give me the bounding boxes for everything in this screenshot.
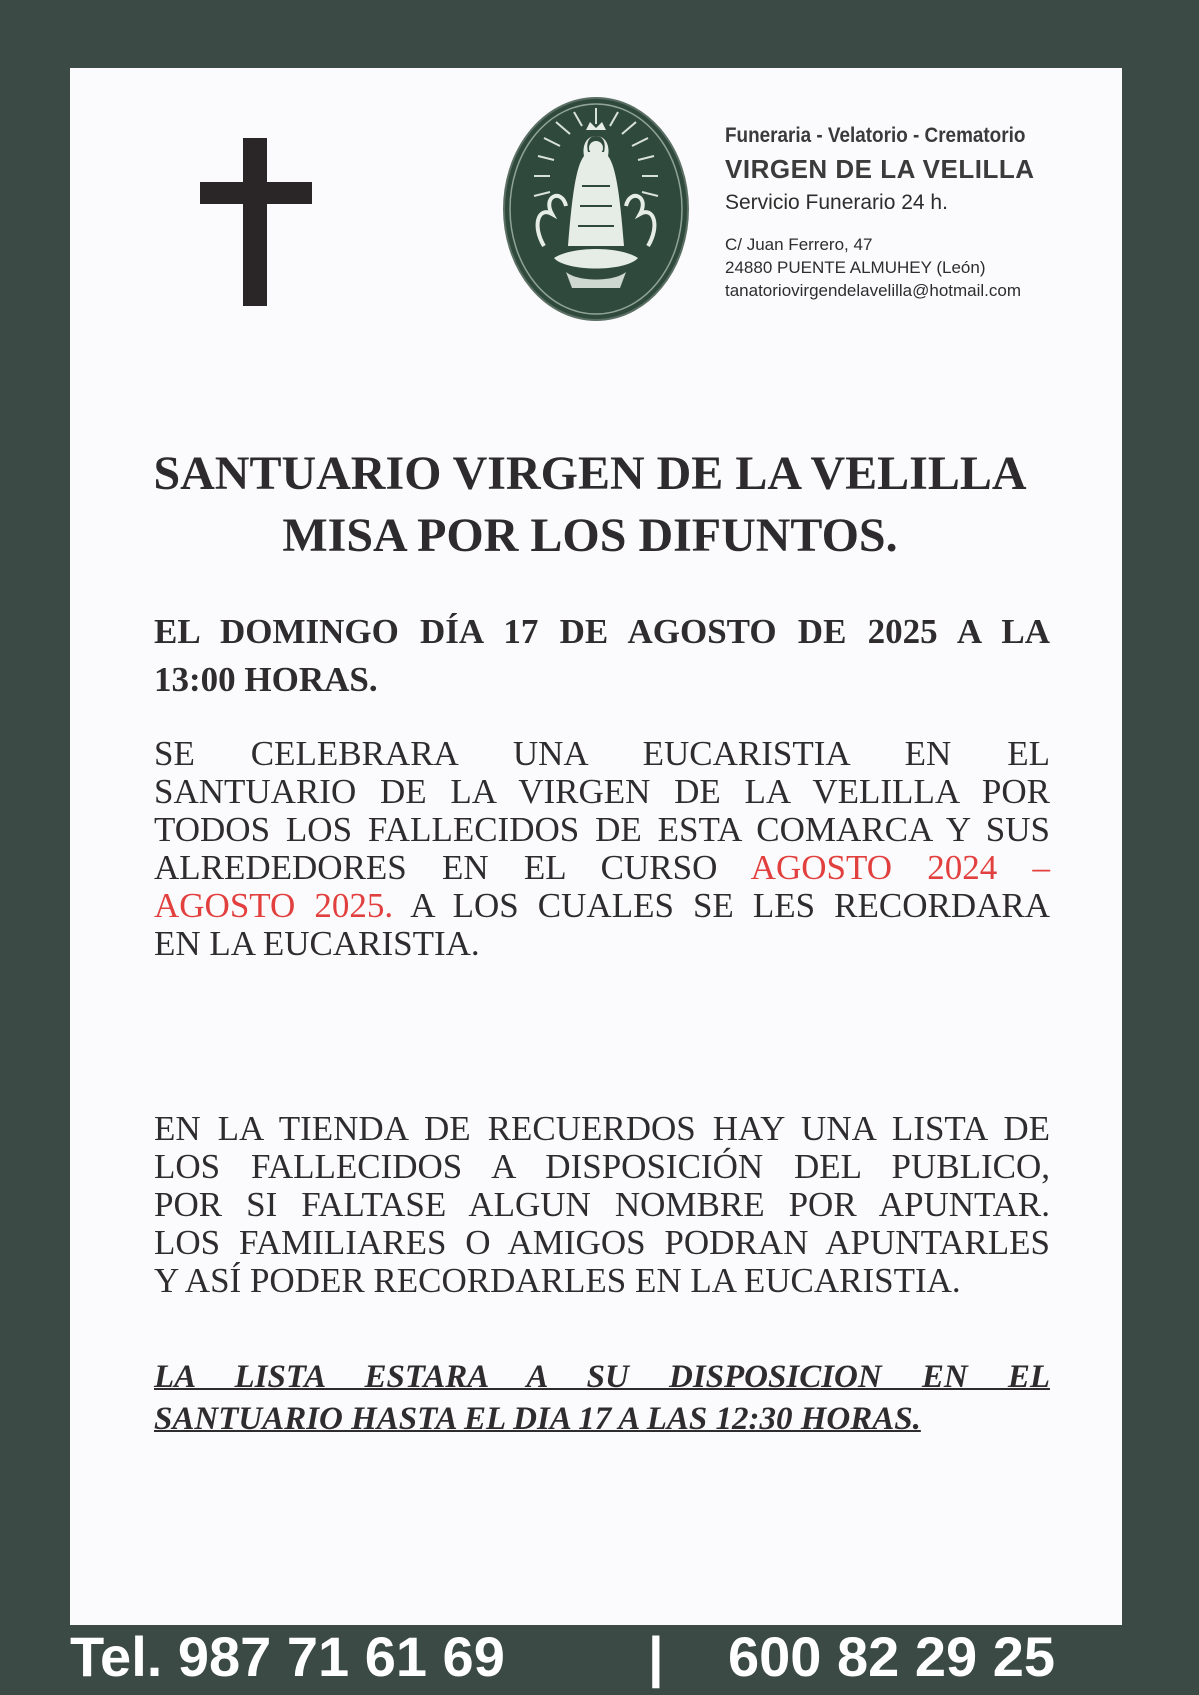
period-start: AGOSTO 2024 –	[750, 848, 1050, 887]
para2-line-1: EN LA TIENDA DE RECUERDOS HAY UNA LISTA DE	[154, 1109, 1050, 1148]
para2-line-2: LOS FALLECIDOS A DISPOSICIÓN DEL PUBLICO,	[154, 1147, 1050, 1186]
phone-landline: Tel. 987 71 61 69	[70, 1625, 505, 1688]
phone-mobile: 600 82 29 25	[728, 1625, 1055, 1688]
date-line-2: 13:00 HORAS.	[154, 660, 378, 699]
notice-title	[140, 443, 1040, 567]
list-availability-note	[154, 1356, 1050, 1440]
para1-line-4	[154, 849, 1050, 887]
para2-line-5: Y ASÍ PODER RECORDARLES EN LA EUCARISTIA.	[154, 1261, 961, 1300]
service-hours: Servicio Funerario 24 h.	[725, 191, 948, 214]
virgin-seal-logo	[502, 96, 690, 322]
note-line-2: SANTUARIO HASTA EL DIA 17 A LAS 12:30 HORAS.	[154, 1401, 921, 1437]
notice-paper	[70, 68, 1122, 1625]
cross-icon	[200, 138, 312, 306]
eucharist-paragraph	[154, 735, 1050, 963]
para1-line-1: SE CELEBRARA UNA EUCARISTIA EN EL	[154, 734, 1050, 773]
company-info	[725, 124, 1059, 302]
contact-details	[725, 233, 1059, 302]
para2-line-3: POR SI FALTASE ALGUN NOMBRE POR APUNTAR.	[154, 1185, 1050, 1224]
list-paragraph	[154, 1110, 1050, 1300]
date-line-1: EL DOMINGO DÍA 17 DE AGOSTO DE 2025 A LA	[154, 612, 1050, 651]
phone-separator: |	[648, 1625, 664, 1688]
para1-line-4-text: ALREDEDORES EN EL CURSO	[154, 848, 751, 887]
mass-date	[154, 608, 1050, 704]
company-name: VIRGEN DE LA VELILLA	[725, 154, 1035, 184]
para1-line-6: EN LA EUCARISTIA.	[154, 924, 480, 963]
para1-line-5	[154, 887, 1050, 925]
address-city: 24880 PUENTE ALMUHEY (León)	[725, 258, 986, 277]
title-line-1: SANTUARIO VIRGEN DE LA VELILLA	[153, 447, 1027, 500]
para2-line-4: LOS FAMILIARES O AMIGOS PODRAN APUNTARLES	[154, 1223, 1050, 1262]
para1-line-5-text: A LOS CUALES SE LES RECORDARA	[393, 886, 1050, 925]
para1-line-2: SANTUARIO DE LA VIRGEN DE LA VELILLA POR	[154, 772, 1050, 811]
company-services: Funeraria - Velatorio - Crematorio	[725, 124, 1026, 147]
para1-line-3: TODOS LOS FALLECIDOS DE ESTA COMARCA Y SUS	[154, 810, 1050, 849]
note-line-1: LA LISTA ESTARA A SU DISPOSICION EN EL	[154, 1359, 1050, 1395]
period-end: AGOSTO 2025.	[154, 886, 394, 925]
address-street: C/ Juan Ferrero, 47	[725, 235, 873, 254]
email-address: tanatoriovirgendelavelilla@hotmail.com	[725, 281, 1022, 300]
title-line-2: MISA POR LOS DIFUNTOS.	[282, 509, 898, 562]
footer-phones	[0, 1622, 1199, 1695]
